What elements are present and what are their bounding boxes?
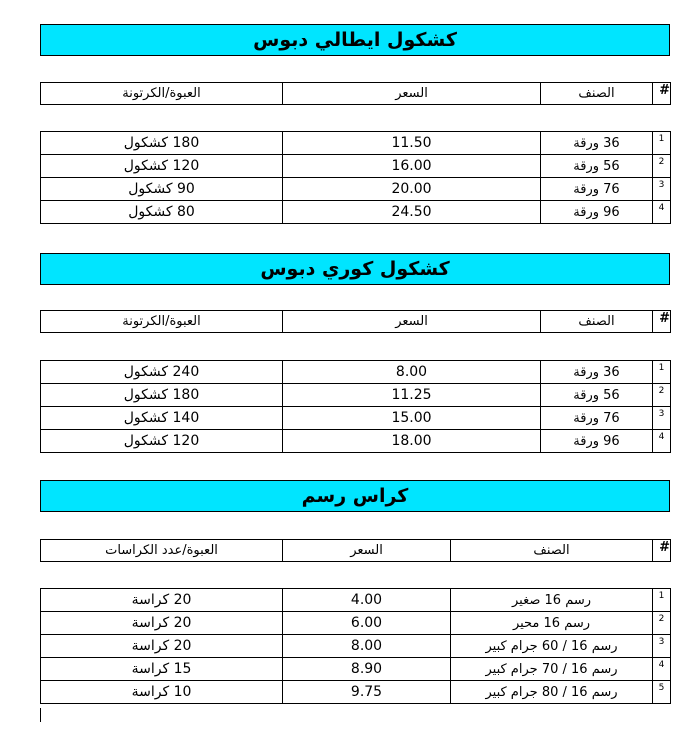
header-table xyxy=(40,82,671,105)
header-table xyxy=(40,310,671,333)
row-pack: 120 كشكول xyxy=(41,430,283,453)
row-num: 1 xyxy=(653,589,671,612)
data-table xyxy=(40,588,671,704)
table-row xyxy=(41,201,671,224)
row-num: 1 xyxy=(653,361,671,384)
table-row xyxy=(41,361,671,384)
row-num: 4 xyxy=(653,201,671,224)
row-price: 8.90 xyxy=(283,658,451,681)
row-pack: 180 كشكول xyxy=(41,132,283,155)
header-price: السعر xyxy=(283,540,451,562)
header-category: الصنف xyxy=(451,540,653,562)
row-category: 56 ورقة xyxy=(541,384,653,407)
row-price: 8.00 xyxy=(283,361,541,384)
row-price: 11.50 xyxy=(283,132,541,155)
row-num: 3 xyxy=(653,407,671,430)
row-category: رسم 16 / 70 جرام كبير xyxy=(451,658,653,681)
row-num: 3 xyxy=(653,178,671,201)
row-price: 8.00 xyxy=(283,635,451,658)
header-row xyxy=(41,311,671,333)
row-num: 1 xyxy=(653,132,671,155)
table-row xyxy=(41,589,671,612)
header-category: الصنف xyxy=(541,311,653,333)
row-category: 36 ورقة xyxy=(541,132,653,155)
row-category: 76 ورقة xyxy=(541,407,653,430)
table-row xyxy=(41,635,671,658)
row-category: 36 ورقة xyxy=(541,361,653,384)
row-price: 9.75 xyxy=(283,681,451,704)
table-row xyxy=(41,430,671,453)
row-price: 15.00 xyxy=(283,407,541,430)
table-row xyxy=(41,384,671,407)
row-pack: 20 كراسة xyxy=(41,635,283,658)
table-row xyxy=(41,612,671,635)
table-row xyxy=(41,681,671,704)
row-pack: 140 كشكول xyxy=(41,407,283,430)
row-price: 20.00 xyxy=(283,178,541,201)
header-category: الصنف xyxy=(541,83,653,105)
row-num: 4 xyxy=(653,658,671,681)
row-pack: 15 كراسة xyxy=(41,658,283,681)
row-category: رسم 16 صغير xyxy=(451,589,653,612)
table-row xyxy=(41,407,671,430)
row-pack: 240 كشكول xyxy=(41,361,283,384)
row-price: 18.00 xyxy=(283,430,541,453)
row-num: 5 xyxy=(653,681,671,704)
row-price: 6.00 xyxy=(283,612,451,635)
data-table xyxy=(40,360,671,453)
row-category: رسم 16 / 80 جرام كبير xyxy=(451,681,653,704)
row-price: 24.50 xyxy=(283,201,541,224)
table-row xyxy=(41,658,671,681)
row-num: 3 xyxy=(653,635,671,658)
header-pack: العبوة/الكرتونة xyxy=(41,311,283,333)
table-row xyxy=(41,155,671,178)
row-pack: 10 كراسة xyxy=(41,681,283,704)
row-price: 16.00 xyxy=(283,155,541,178)
header-num: # xyxy=(653,83,671,105)
row-pack: 20 كراسة xyxy=(41,589,283,612)
row-category: رسم 16 / 60 جرام كبير xyxy=(451,635,653,658)
text-cursor xyxy=(40,708,41,722)
header-price: السعر xyxy=(283,311,541,333)
data-table xyxy=(40,131,671,224)
row-category: 96 ورقة xyxy=(541,201,653,224)
row-category: رسم 16 محير xyxy=(451,612,653,635)
section-title: كشكول ايطالي دبوس xyxy=(40,24,670,56)
row-pack: 120 كشكول xyxy=(41,155,283,178)
row-num: 2 xyxy=(653,384,671,407)
header-row xyxy=(41,540,671,562)
header-row xyxy=(41,83,671,105)
header-table xyxy=(40,539,671,562)
row-num: 2 xyxy=(653,612,671,635)
row-category: 76 ورقة xyxy=(541,178,653,201)
row-price: 4.00 xyxy=(283,589,451,612)
section-title: كشكول كوري دبوس xyxy=(40,253,670,285)
row-pack: 90 كشكول xyxy=(41,178,283,201)
table-row xyxy=(41,178,671,201)
row-category: 56 ورقة xyxy=(541,155,653,178)
header-pack: العبوة/عدد الكراسات xyxy=(41,540,283,562)
header-num: # xyxy=(653,540,671,562)
row-pack: 80 كشكول xyxy=(41,201,283,224)
header-pack: العبوة/الكرتونة xyxy=(41,83,283,105)
header-price: السعر xyxy=(283,83,541,105)
row-price: 11.25 xyxy=(283,384,541,407)
row-category: 96 ورقة xyxy=(541,430,653,453)
section-title: كراس رسم xyxy=(40,480,670,512)
row-pack: 180 كشكول xyxy=(41,384,283,407)
row-num: 4 xyxy=(653,430,671,453)
row-num: 2 xyxy=(653,155,671,178)
row-pack: 20 كراسة xyxy=(41,612,283,635)
table-row xyxy=(41,132,671,155)
header-num: # xyxy=(653,311,671,333)
